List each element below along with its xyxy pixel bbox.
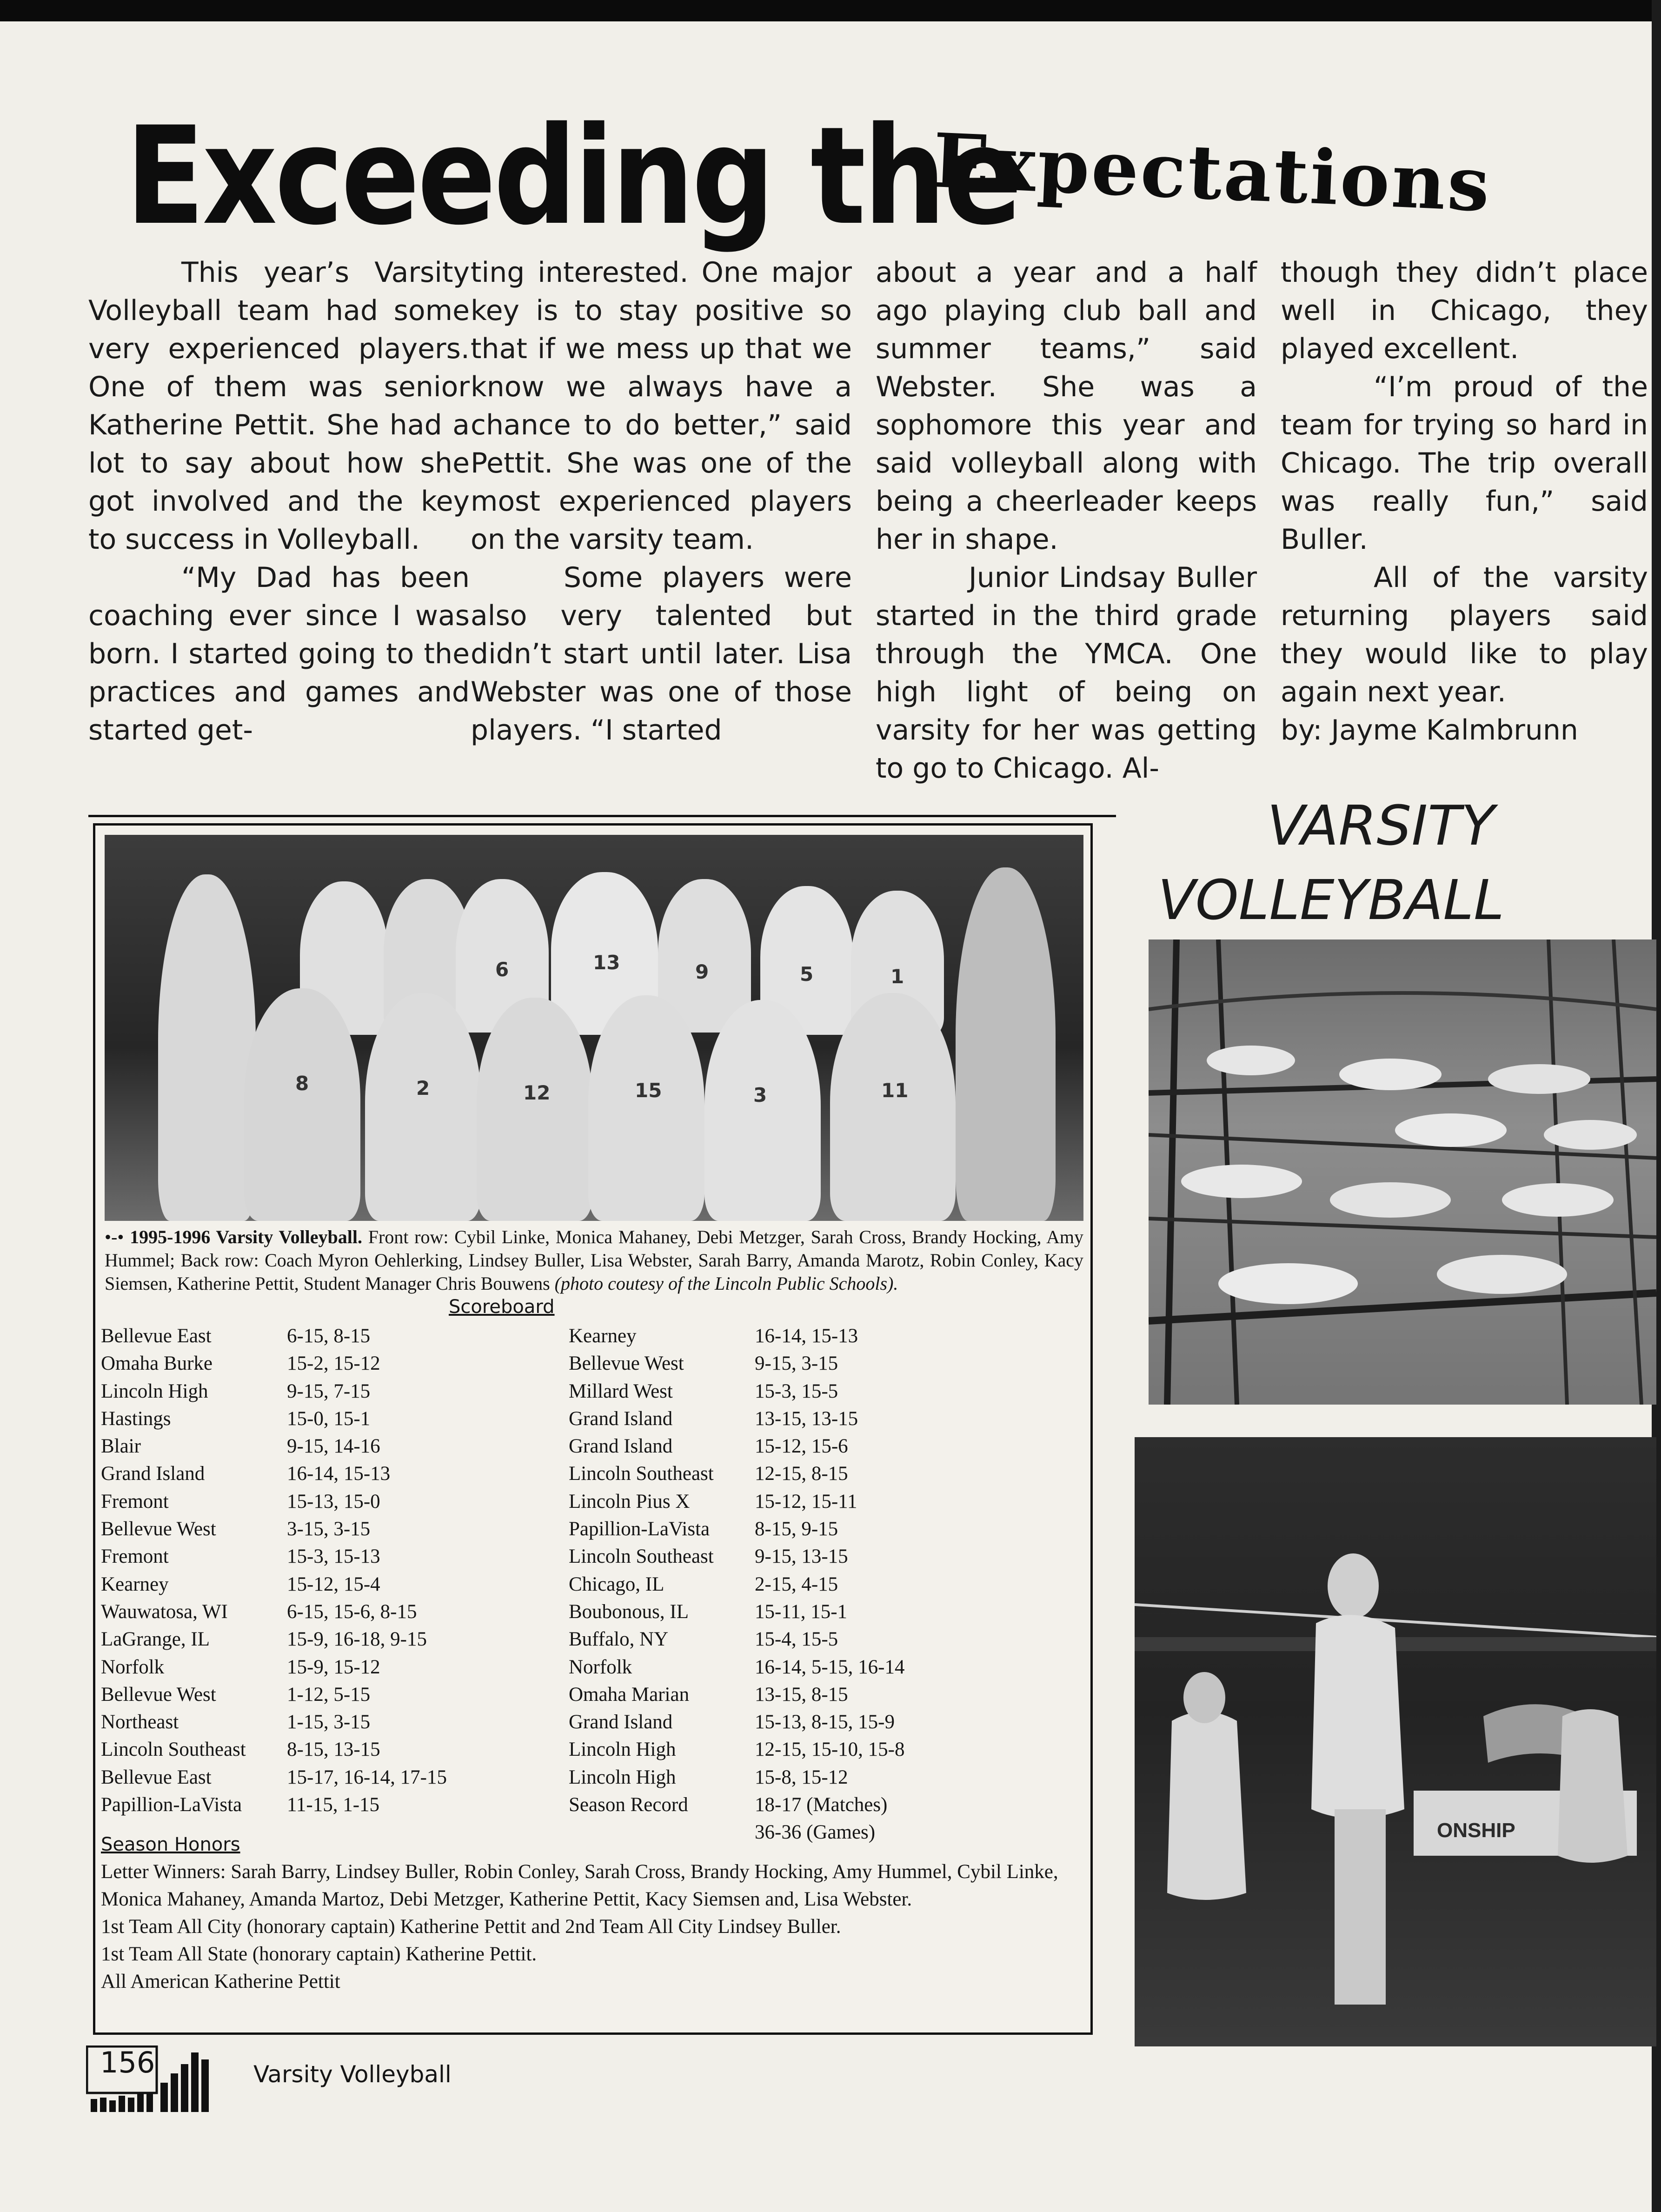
section-title bbox=[1158, 788, 1576, 937]
score-row bbox=[101, 1681, 557, 1708]
jersey-number: 1 bbox=[890, 965, 904, 988]
score-row bbox=[569, 1460, 1080, 1487]
article-paragraph: This year’s Varsity Volleyball team had some very experienced players. One of them was senior Katherine Pettit. She had a lot to say about how she got involved and the key to success in Volleyball. bbox=[88, 256, 470, 556]
article-paragraph: about a year and a half ago playing club ball and summer teams,” said Webster. She was a sophomore this year and said volleyball along with being a cheerleader keeps her in shape. bbox=[876, 256, 1257, 556]
result: 15-4, 15-5 bbox=[755, 1628, 838, 1651]
article-column-4 bbox=[1281, 253, 1648, 749]
result: 12-15, 8-15 bbox=[755, 1463, 848, 1485]
score-row bbox=[101, 1571, 557, 1598]
gym-floor-photo bbox=[1149, 939, 1656, 1405]
result: 15-8, 15-12 bbox=[755, 1766, 848, 1788]
result: 8-15, 13-15 bbox=[287, 1739, 380, 1761]
score-row bbox=[569, 1819, 1080, 1846]
team-info-box bbox=[93, 823, 1093, 2035]
result: 15-13, 8-15, 15-9 bbox=[755, 1711, 895, 1733]
jersey-number: 5 bbox=[800, 963, 814, 986]
opponent: LaGrange, IL bbox=[101, 1628, 210, 1651]
score-row bbox=[101, 1322, 557, 1350]
opponent: Grand Island bbox=[101, 1463, 205, 1485]
section-title-line2: VOLLEYBALL bbox=[1158, 868, 1504, 932]
result: 16-14, 15-13 bbox=[287, 1463, 391, 1485]
player-figure bbox=[704, 1000, 821, 1221]
player-figure bbox=[477, 998, 593, 1221]
opponent: Lincoln Southeast bbox=[569, 1546, 714, 1568]
score-row bbox=[101, 1736, 557, 1763]
score-row bbox=[101, 1515, 557, 1543]
honors-heading: Season Honors bbox=[101, 1834, 240, 1855]
opponent: Lincoln Pius X bbox=[569, 1490, 690, 1512]
result: 3-15, 3-15 bbox=[287, 1518, 371, 1540]
jersey-number: 6 bbox=[495, 958, 509, 981]
result: 6-15, 8-15 bbox=[287, 1325, 371, 1347]
byline: by: Jayme Kalmbrunn bbox=[1281, 714, 1578, 746]
opponent: Kearney bbox=[101, 1573, 169, 1595]
result: 15-17, 16-14, 17-15 bbox=[287, 1766, 447, 1788]
caption-title: 1995-1996 Varsity Volleyball. bbox=[130, 1226, 363, 1247]
jersey-number: 3 bbox=[753, 1084, 767, 1106]
page-top-edge bbox=[0, 0, 1661, 21]
honors-line: 1st Team All City (honorary captain) Katherine Pettit and 2nd Team All City Lindsey Buller. bbox=[101, 1916, 841, 1938]
caption-body: Front row: Cybil Linke, Monica Mahaney, Debi Metzger, Sarah Cross, Brandy Hocking, Amy Hummel; Back row: Coach Myron Oehlerking, Lindsey Buller, Lisa Webster, Sarah Barry, Amanda Marotz, Robin Conley, Kacy Siemsen, Katherine Pettit, Student Manager Chris Bouwens bbox=[105, 1226, 1084, 1294]
page-number: 156 bbox=[100, 2045, 155, 2079]
player-figure bbox=[365, 993, 481, 1221]
score-row bbox=[101, 1350, 557, 1377]
result: 15-3, 15-5 bbox=[755, 1380, 838, 1402]
opponent: Bellevue East bbox=[101, 1325, 212, 1347]
score-row bbox=[569, 1378, 1080, 1405]
score-row bbox=[569, 1543, 1080, 1570]
result: 36-36 (Games) bbox=[755, 1821, 876, 1844]
result: 15-12, 15-4 bbox=[287, 1573, 380, 1595]
jersey-number: 9 bbox=[695, 960, 709, 983]
score-row bbox=[569, 1322, 1080, 1350]
opponent: Grand Island bbox=[569, 1711, 673, 1733]
opponent: Blair bbox=[101, 1435, 141, 1458]
result: 9-15, 13-15 bbox=[755, 1546, 848, 1568]
result: 15-2, 15-12 bbox=[287, 1353, 380, 1375]
score-row bbox=[101, 1460, 557, 1487]
score-row bbox=[569, 1405, 1080, 1432]
jersey-number: 8 bbox=[295, 1072, 309, 1095]
score-row bbox=[569, 1432, 1080, 1460]
result: 1-15, 3-15 bbox=[287, 1711, 371, 1733]
article-paragraph: All of the varsity returning players said they would like to play again next year. bbox=[1281, 561, 1648, 708]
score-row bbox=[569, 1681, 1080, 1708]
opponent: Omaha Burke bbox=[101, 1353, 213, 1375]
score-row bbox=[101, 1764, 557, 1791]
result: 15-12, 15-6 bbox=[755, 1435, 848, 1458]
opponent: Season Record bbox=[569, 1794, 688, 1816]
result: 15-12, 15-11 bbox=[755, 1490, 857, 1512]
footer-section-title: Varsity Volleyball bbox=[253, 2061, 452, 2088]
opponent: Wauwatosa, WI bbox=[101, 1600, 228, 1623]
opponent: Boubonous, IL bbox=[569, 1600, 689, 1623]
opponent: Norfolk bbox=[101, 1656, 165, 1678]
score-row bbox=[101, 1432, 557, 1460]
opponent: Bellevue West bbox=[101, 1518, 216, 1540]
score-row bbox=[101, 1488, 557, 1515]
score-row bbox=[569, 1736, 1080, 1763]
score-row bbox=[569, 1350, 1080, 1377]
result: 15-11, 15-1 bbox=[755, 1600, 848, 1623]
opponent: Bellevue East bbox=[101, 1766, 212, 1788]
section-divider bbox=[88, 815, 1116, 817]
player-figure bbox=[830, 993, 956, 1221]
score-row bbox=[101, 1791, 557, 1819]
opponent: Grand Island bbox=[569, 1407, 673, 1430]
result: 6-15, 15-6, 8-15 bbox=[287, 1600, 417, 1623]
jersey-number: 15 bbox=[635, 1079, 662, 1102]
opponent: Fremont bbox=[101, 1490, 169, 1512]
scoreboard-left bbox=[101, 1322, 557, 1819]
result: 11-15, 1-15 bbox=[287, 1794, 380, 1816]
section-title-line1: VARSITY bbox=[1267, 793, 1495, 858]
result: 9-15, 3-15 bbox=[755, 1353, 838, 1375]
result: 15-3, 15-13 bbox=[287, 1546, 380, 1568]
opponent: Lincoln Southeast bbox=[101, 1739, 246, 1761]
result: 1-12, 5-15 bbox=[287, 1683, 371, 1706]
coach-figure bbox=[158, 874, 256, 1221]
article-paragraph: “I’m proud of the team for trying so hard in Chicago. The trip overall was really fun,” said Buller. bbox=[1281, 371, 1648, 556]
score-row bbox=[569, 1571, 1080, 1598]
jersey-number: 11 bbox=[881, 1079, 909, 1102]
opponent: Buffalo, NY bbox=[569, 1628, 669, 1651]
opponent: Northeast bbox=[101, 1711, 179, 1733]
score-row bbox=[569, 1791, 1080, 1819]
result: 13-15, 8-15 bbox=[755, 1683, 848, 1706]
scoreboard-right bbox=[569, 1322, 1080, 1846]
caption-credit: (photo coutesy of the Lincoln Public Schools). bbox=[554, 1273, 898, 1294]
score-row bbox=[569, 1708, 1080, 1736]
opponent: Lincoln Southeast bbox=[569, 1463, 714, 1485]
jersey-number: 2 bbox=[416, 1077, 430, 1099]
opponent: Papillion-LaVista bbox=[101, 1794, 242, 1816]
score-row bbox=[101, 1626, 557, 1653]
result: 15-13, 15-0 bbox=[287, 1490, 380, 1512]
opponent: Omaha Marian bbox=[569, 1683, 690, 1706]
opponent bbox=[569, 1819, 755, 1846]
team-photo bbox=[105, 835, 1083, 1221]
result: 18-17 (Matches) bbox=[755, 1794, 888, 1816]
score-row bbox=[569, 1488, 1080, 1515]
result: 16-14, 15-13 bbox=[755, 1325, 858, 1347]
score-row bbox=[569, 1653, 1080, 1681]
score-row bbox=[101, 1543, 557, 1570]
result: 9-15, 7-15 bbox=[287, 1380, 371, 1402]
article-paragraph: ting interested. One major key is to stay positive so that if we mess up that we know we always have a chance to do better,” said Pettit. She was one of the most experienced players on the varsity team. bbox=[471, 256, 852, 556]
honors-line: Letter Winners: Sarah Barry, Lindsey Buller, Robin Conley, Sarah Cross, Brandy Hocking, Amy Hummel, Cybil Linke, Monica Mahaney, Amanda Martoz, Debi Metzger, Katherine Pettit, Kacy Siemsen and, Lisa Webster. bbox=[101, 1861, 1058, 1910]
result: 13-15, 13-15 bbox=[755, 1407, 858, 1430]
result: 15-9, 16-18, 9-15 bbox=[287, 1628, 427, 1651]
game-action-photo bbox=[1135, 1437, 1656, 2046]
opponent: Grand Island bbox=[569, 1435, 673, 1458]
result: 16-14, 5-15, 16-14 bbox=[755, 1656, 905, 1678]
opponent: Millard West bbox=[569, 1380, 673, 1402]
photo-caption bbox=[105, 1226, 1083, 1295]
game-scene bbox=[1135, 1437, 1656, 2046]
opponent: Lincoln High bbox=[569, 1739, 676, 1761]
score-row bbox=[101, 1405, 557, 1432]
article-column-2 bbox=[471, 253, 852, 749]
scoreboard-heading: Scoreboard bbox=[449, 1296, 555, 1318]
opponent: Lincoln High bbox=[101, 1380, 208, 1402]
article-paragraph: Some players were also very talented but didn’t start until later. Lisa Webster was one of those players. “I started bbox=[471, 561, 852, 746]
championship-banner: ONSHIP bbox=[1437, 1819, 1515, 1842]
opponent: Bellevue West bbox=[101, 1683, 216, 1706]
honors-line: All American Katherine Pettit bbox=[101, 1971, 340, 1992]
opponent: Fremont bbox=[101, 1546, 169, 1568]
jersey-number: 13 bbox=[593, 951, 620, 974]
article-paragraph: “My Dad has been coaching ever since I was born. I started going to the practices and games and started get- bbox=[88, 561, 470, 746]
player-figure bbox=[588, 995, 704, 1221]
result: 9-15, 14-16 bbox=[287, 1435, 380, 1458]
honors-line: 1st Team All State (honorary captain) Katherine Pettit. bbox=[101, 1943, 537, 1965]
result: 8-15, 9-15 bbox=[755, 1518, 838, 1540]
player-figure bbox=[244, 988, 360, 1221]
manager-figure bbox=[956, 867, 1056, 1221]
opponent: Papillion-LaVista bbox=[569, 1518, 710, 1540]
result: 12-15, 15-10, 15-8 bbox=[755, 1739, 905, 1761]
score-row bbox=[101, 1378, 557, 1405]
headline-main: Exceeding the bbox=[126, 98, 1020, 255]
caption-bullet-icon: •-• bbox=[105, 1226, 130, 1247]
article-column-3 bbox=[876, 253, 1257, 787]
opponent: Hastings bbox=[101, 1407, 171, 1430]
result: 15-9, 15-12 bbox=[287, 1656, 380, 1678]
opponent: Lincoln High bbox=[569, 1766, 676, 1788]
score-row bbox=[569, 1626, 1080, 1653]
opponent: Kearney bbox=[569, 1325, 637, 1347]
article-column-1 bbox=[88, 253, 470, 749]
opponent: Bellevue West bbox=[569, 1353, 684, 1375]
result: 2-15, 4-15 bbox=[755, 1573, 838, 1595]
result: 15-0, 15-1 bbox=[287, 1407, 371, 1430]
score-row bbox=[101, 1708, 557, 1736]
opponent: Norfolk bbox=[569, 1656, 632, 1678]
honors-list bbox=[101, 1858, 1084, 1995]
headline-expectations: Expectations bbox=[931, 117, 1494, 229]
score-row bbox=[569, 1515, 1080, 1543]
score-row bbox=[101, 1653, 557, 1681]
gym-floor-lines bbox=[1149, 939, 1656, 1405]
article-paragraph: Junior Lindsay Buller started in the third grade through the YMCA. One high light of being on varsity for her was getting to go to Chicago. Al- bbox=[876, 561, 1257, 785]
jersey-number: 12 bbox=[523, 1081, 551, 1104]
score-row bbox=[569, 1598, 1080, 1626]
article-paragraph: though they didn’t place well in Chicago, they played excellent. bbox=[1281, 256, 1648, 365]
score-row bbox=[101, 1598, 557, 1626]
opponent: Chicago, IL bbox=[569, 1573, 664, 1595]
score-row bbox=[569, 1764, 1080, 1791]
